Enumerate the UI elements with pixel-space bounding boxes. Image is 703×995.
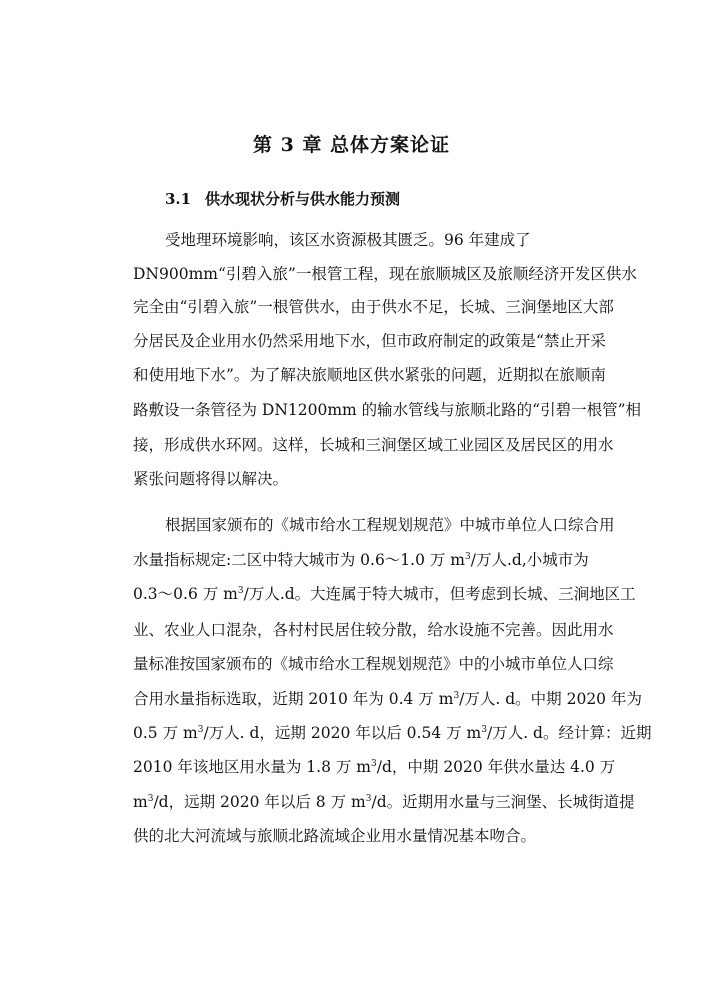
superscript: 3 [453, 690, 460, 701]
text-line: 根据国家颁布的《城市给水工程规划规范》中城市单位人口综合用 [165, 516, 615, 534]
text-segment: 2010 年该地区用水量为 1.8 万 m [133, 758, 372, 776]
text-line [133, 792, 635, 812]
superscript: 3 [237, 585, 244, 596]
text-segment: m [133, 793, 148, 811]
section-number: 3.1 [165, 190, 192, 208]
text-line: 紧张问题将得以解决。 [133, 470, 289, 488]
text-segment: /万人. d。经计算：近期 [486, 724, 652, 742]
text-line [133, 689, 642, 709]
text-segment: 合用水量指标选取，近期 2010 年为 0.4 万 m [133, 690, 454, 708]
text-segment: /万人. d。中期 2020 年为 [459, 690, 642, 708]
superscript: 3 [147, 793, 154, 804]
text-segment: /万人. d，远期 2020 年以后 0.54 万 m [203, 724, 482, 742]
superscript: 3 [197, 724, 204, 735]
text-line: 和使用地下水”。为了解决旅顺地区供水紧张的问题，近期拟在旅顺南 [133, 366, 606, 384]
text-line: 量标准按国家颁布的《城市给水工程规划规范》中的小城市单位人口综 [133, 655, 614, 673]
text-segment: 0.3～0.6 万 m [133, 585, 238, 603]
text-line: 完全由“引碧入旅”一根管供水，由于供水不足，长城、三涧堡地区大部 [133, 298, 614, 316]
text-segment: /d，远期 2020 年以后 8 万 m [153, 793, 366, 811]
text-segment: 水量指标规定:二区中特大城市为 0.6～1.0 万 m [133, 551, 466, 569]
section-title: 供水现状分析与供水能力预测 [205, 190, 401, 208]
text-line: 分居民及企业用水仍然采用地下水，但市政府制定的政策是“禁止开采 [133, 332, 606, 350]
superscript: 3 [365, 793, 372, 804]
text-line: 路敷设一条管径为 DN1200mm 的输水管线与旅顺北路的“引碧一根管”相 [133, 401, 642, 419]
superscript: 3 [371, 758, 377, 769]
text-segment: 0.5 万 m [133, 724, 198, 742]
superscript: 3 [481, 724, 487, 735]
text-segment: /d，中期 2020 年供水量达 4.0 万 [376, 758, 616, 776]
chapter-title: 第 3 章 总体方案论证 [252, 134, 451, 156]
text-line [133, 584, 636, 604]
text-segment: /万人.d,小城市为 [470, 551, 589, 569]
text-line: 供的北大河流域与旅顺北路流域企业用水量情况基本吻合。 [133, 827, 537, 845]
text-line: 接，形成供水环网。这样，长城和三涧堡区域工业园区及居民区的用水 [133, 436, 614, 454]
text-line [133, 723, 651, 743]
text-line: 受地理环境影响，该区水资源极其匮乏。96 年建成了 [165, 231, 531, 249]
text-line [133, 757, 615, 777]
superscript: 3 [465, 551, 471, 562]
section-heading [165, 188, 400, 209]
text-segment: /d。近期用水量与三涧堡、长城街道提 [371, 793, 635, 811]
text-line: 业、农业人口混杂，各村村民居住较分散，给水设施不完善。因此用水 [133, 621, 614, 639]
text-line: DN900mm“引碧入旅”一根管工程，现在旅顺城区及旅顺经济开发区供水 [133, 265, 637, 283]
text-line [133, 550, 589, 570]
text-segment: /万人.d。大连属于特大城市，但考虑到长城、三涧地区工 [243, 585, 636, 603]
